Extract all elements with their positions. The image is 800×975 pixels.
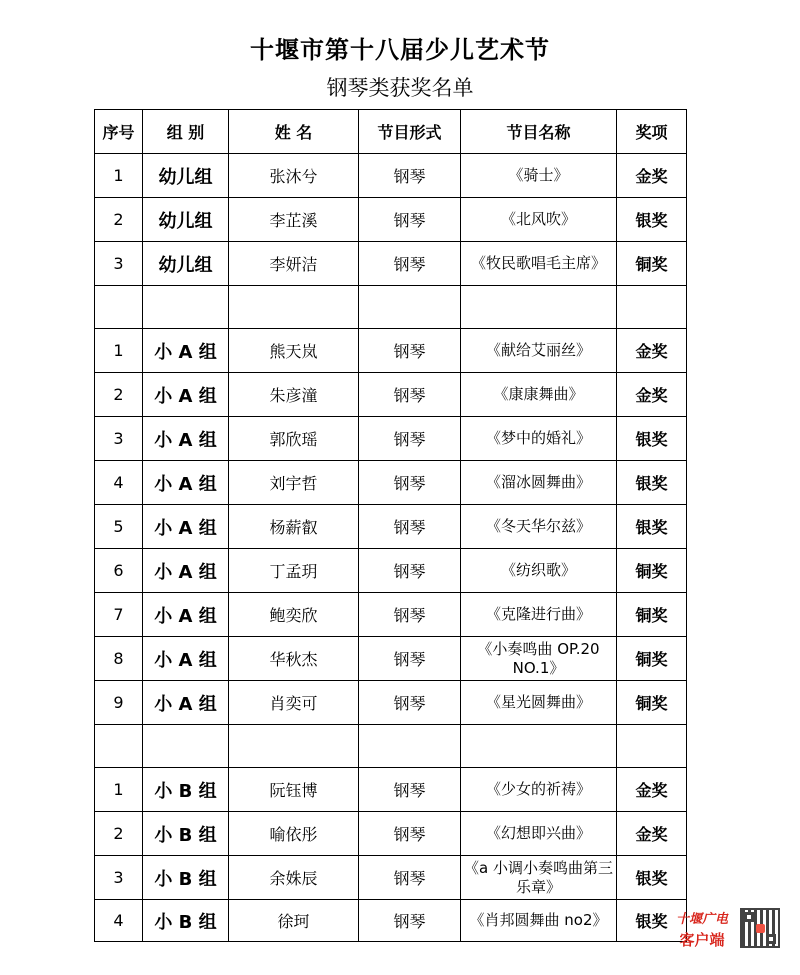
cell-form: 钢琴 [359, 812, 461, 856]
cell-name: 杨薪叡 [229, 505, 359, 549]
cell-no: 3 [95, 242, 143, 286]
table-row [95, 593, 687, 637]
cell-award: 银奖 [617, 461, 687, 505]
cell-group: 小 A 组 [143, 637, 229, 681]
cell-no: 5 [95, 505, 143, 549]
cell-form: 钢琴 [359, 549, 461, 593]
watermark-logo [668, 908, 736, 950]
cell-name: 鲍奕欣 [229, 593, 359, 637]
cell-name: 李妍洁 [229, 242, 359, 286]
blank-separator-row [95, 286, 687, 329]
table-row [95, 637, 687, 681]
cell-group: 小 A 组 [143, 373, 229, 417]
cell-award: 金奖 [617, 154, 687, 198]
cell-award: 银奖 [617, 417, 687, 461]
cell-award: 银奖 [617, 505, 687, 549]
cell-award: 铜奖 [617, 681, 687, 725]
header-name: 姓 名 [229, 110, 359, 154]
cell-name: 张沐兮 [229, 154, 359, 198]
cell-no: 4 [95, 900, 143, 942]
cell-name: 阮钰博 [229, 768, 359, 812]
cell-form: 钢琴 [359, 329, 461, 373]
cell-name: 李芷溪 [229, 198, 359, 242]
cell-no: 7 [95, 593, 143, 637]
cell-name: 华秋杰 [229, 637, 359, 681]
cell-group: 幼儿组 [143, 242, 229, 286]
cell-no: 1 [95, 768, 143, 812]
cell-award [617, 286, 687, 329]
cell-no: 9 [95, 681, 143, 725]
cell-no: 1 [95, 154, 143, 198]
awards-table [94, 109, 687, 942]
table-row [95, 856, 687, 900]
cell-name: 肖奕可 [229, 681, 359, 725]
cell-no [95, 286, 143, 329]
cell-form [359, 725, 461, 768]
table-row [95, 549, 687, 593]
cell-no: 4 [95, 461, 143, 505]
watermark-line1: 十堰广电 [675, 912, 728, 927]
document-subtitle: 钢琴类获奖名单 [326, 76, 474, 100]
cell-group: 小 B 组 [143, 768, 229, 812]
cell-form: 钢琴 [359, 154, 461, 198]
qr-code-icon [740, 908, 780, 948]
cell-piece: 《星光圆舞曲》 [461, 681, 617, 725]
table-row [95, 681, 687, 725]
cell-award [617, 725, 687, 768]
cell-no: 2 [95, 373, 143, 417]
cell-name: 刘宇哲 [229, 461, 359, 505]
cell-no [95, 725, 143, 768]
header-award: 奖项 [617, 110, 687, 154]
cell-form: 钢琴 [359, 461, 461, 505]
cell-piece: 《少女的祈祷》 [461, 768, 617, 812]
blank-separator-row [95, 725, 687, 768]
cell-group: 小 A 组 [143, 461, 229, 505]
header-no: 序号 [95, 110, 143, 154]
header-piece: 节目名称 [461, 110, 617, 154]
header-form: 节目形式 [359, 110, 461, 154]
cell-form: 钢琴 [359, 637, 461, 681]
cell-name: 余姝辰 [229, 856, 359, 900]
cell-award: 金奖 [617, 768, 687, 812]
cell-piece: 《冬天华尔兹》 [461, 505, 617, 549]
cell-no: 8 [95, 637, 143, 681]
table-row [95, 329, 687, 373]
cell-piece [461, 725, 617, 768]
table-row [95, 154, 687, 198]
cell-award: 铜奖 [617, 549, 687, 593]
cell-piece: 《梦中的婚礼》 [461, 417, 617, 461]
table-row [95, 461, 687, 505]
table-row [95, 505, 687, 549]
cell-piece: 《北风吹》 [461, 198, 617, 242]
table-row [95, 768, 687, 812]
table-row [95, 198, 687, 242]
cell-piece: 《幻想即兴曲》 [461, 812, 617, 856]
cell-award: 金奖 [617, 329, 687, 373]
cell-no: 6 [95, 549, 143, 593]
cell-no: 1 [95, 329, 143, 373]
watermark-line2: 客户端 [679, 931, 725, 949]
cell-award: 金奖 [617, 812, 687, 856]
cell-form: 钢琴 [359, 856, 461, 900]
cell-group: 小 B 组 [143, 812, 229, 856]
cell-group: 小 B 组 [143, 856, 229, 900]
cell-no: 2 [95, 812, 143, 856]
cell-form: 钢琴 [359, 768, 461, 812]
cell-piece [461, 286, 617, 329]
cell-name: 郭欣瑶 [229, 417, 359, 461]
cell-name: 丁孟玥 [229, 549, 359, 593]
cell-piece: 《骑士》 [461, 154, 617, 198]
cell-award: 银奖 [617, 856, 687, 900]
cell-name: 喻依彤 [229, 812, 359, 856]
cell-name [229, 286, 359, 329]
cell-form: 钢琴 [359, 373, 461, 417]
cell-form: 钢琴 [359, 242, 461, 286]
cell-piece: 《肖邦圆舞曲 no2》 [461, 900, 617, 942]
cell-group: 小 A 组 [143, 417, 229, 461]
cell-group: 小 A 组 [143, 593, 229, 637]
header-group: 组 别 [143, 110, 229, 154]
cell-name [229, 725, 359, 768]
cell-form: 钢琴 [359, 417, 461, 461]
cell-name: 熊天岚 [229, 329, 359, 373]
cell-group: 小 A 组 [143, 329, 229, 373]
cell-group: 小 A 组 [143, 549, 229, 593]
cell-piece: 《纺织歌》 [461, 549, 617, 593]
cell-award: 铜奖 [617, 637, 687, 681]
cell-group: 小 A 组 [143, 505, 229, 549]
cell-name: 朱彦潼 [229, 373, 359, 417]
cell-group [143, 286, 229, 329]
cell-group: 小 A 组 [143, 681, 229, 725]
cell-form: 钢琴 [359, 681, 461, 725]
table-row [95, 373, 687, 417]
cell-award: 金奖 [617, 373, 687, 417]
cell-piece: 《献给艾丽丝》 [461, 329, 617, 373]
document-title: 十堰市第十八届少儿艺术节 [250, 36, 550, 64]
cell-no: 3 [95, 417, 143, 461]
cell-group: 幼儿组 [143, 198, 229, 242]
cell-form [359, 286, 461, 329]
table-row [95, 900, 687, 942]
cell-piece: 《康康舞曲》 [461, 373, 617, 417]
cell-form: 钢琴 [359, 900, 461, 942]
cell-form: 钢琴 [359, 505, 461, 549]
cell-group [143, 725, 229, 768]
cell-name: 徐珂 [229, 900, 359, 942]
table-row [95, 812, 687, 856]
cell-no: 2 [95, 198, 143, 242]
cell-award: 铜奖 [617, 593, 687, 637]
cell-piece: 《a 小调小奏鸣曲第三乐章》 [461, 856, 617, 900]
cell-award: 铜奖 [617, 242, 687, 286]
table-header-row [95, 110, 687, 154]
cell-group: 幼儿组 [143, 154, 229, 198]
cell-piece: 《溜冰圆舞曲》 [461, 461, 617, 505]
cell-award: 银奖 [617, 900, 687, 942]
table-row [95, 242, 687, 286]
cell-group: 小 B 组 [143, 900, 229, 942]
cell-piece: 《小奏鸣曲 OP.20 NO.1》 [461, 637, 617, 681]
cell-award: 银奖 [617, 198, 687, 242]
cell-form: 钢琴 [359, 593, 461, 637]
cell-form: 钢琴 [359, 198, 461, 242]
cell-piece: 《牧民歌唱毛主席》 [461, 242, 617, 286]
cell-no: 3 [95, 856, 143, 900]
table-row [95, 417, 687, 461]
cell-piece: 《克隆进行曲》 [461, 593, 617, 637]
